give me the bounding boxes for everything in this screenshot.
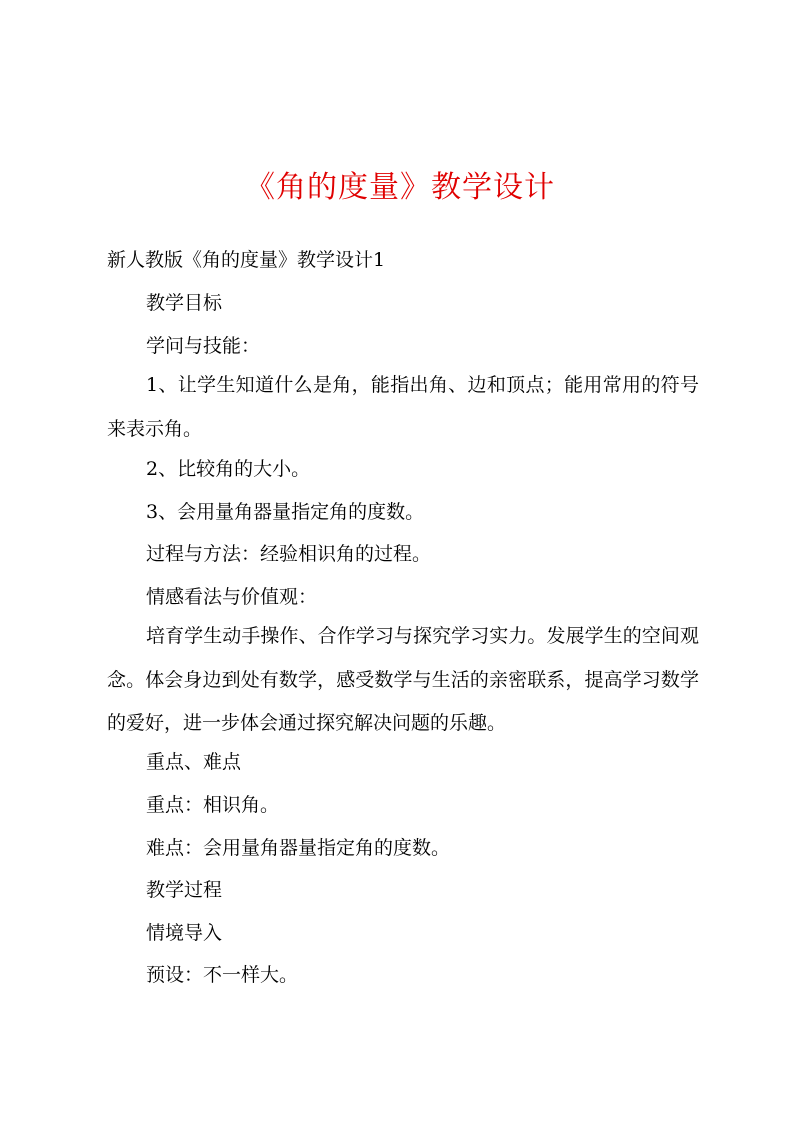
subheading-scenario-intro: 情境导入 [146,922,223,944]
paragraph-goal-1: 1、让学生知道什么是角，能指出角、边和顶点；能用常用的符号来表示角。 [107,374,699,440]
paragraph-process-method: 过程与方法：经验相识角的过程。 [146,543,432,565]
paragraph-goal-2: 2、比较角的大小。 [146,458,311,480]
document-title: 《角的度量》教学设计 [245,170,555,205]
section-heading-key-difficult: 重点、难点 [146,751,242,773]
paragraph-key-point: 重点：相识角。 [146,794,280,816]
paragraph-preset: 预设：不一样大。 [146,964,299,986]
section-heading-teaching-goals: 教学目标 [146,292,223,314]
paragraph-goal-3: 3、会用量角器量指定角的度数。 [146,501,425,523]
subheading-emotion-values: 情感看法与价值观： [146,586,318,608]
paragraph-emotion-values: 培育学生动手操作、合作学习与探究学习实力。发展学生的空间观念。体会身边到处有数学，感受数学与生活的亲密联系，提高学习数学的爱好，进一步体会通过探究解决问题的乐趣。 [107,625,699,734]
section-heading-teaching-process: 教学过程 [146,879,223,901]
document-subtitle: 新人教版《角的度量》教学设计1 [107,249,386,271]
paragraph-difficult-point: 难点：会用量角器量指定角的度数。 [146,837,451,859]
subheading-knowledge-skills: 学问与技能： [146,335,261,357]
